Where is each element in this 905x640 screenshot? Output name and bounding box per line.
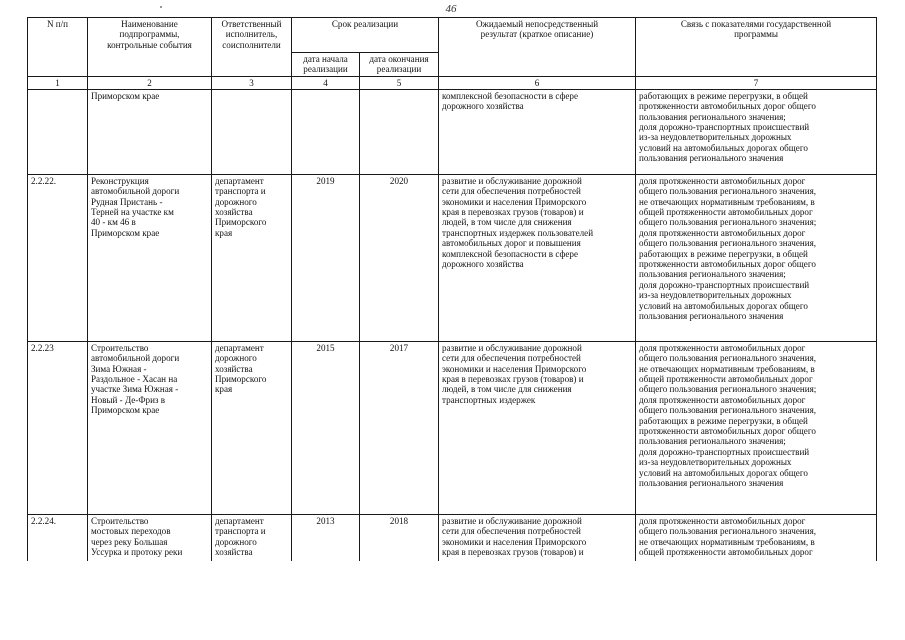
column-number: 4 [292, 76, 360, 89]
row-number: 2.2.23 [28, 341, 88, 514]
end-year [360, 89, 439, 174]
expected-result: развитие и обслуживание дорожной сети для обеспечения потребностей экономики и населения Приморского края в перевозках грузов (товаров) и [439, 514, 636, 561]
column-number-row [28, 76, 877, 89]
header-executor: Ответственный исполнитель, соисполнители [212, 18, 292, 77]
program-indicators: доля протяженности автомобильных дорог общего пользования регионального значения, не отвечающих нормативным требованиям, в общей протяженности автомобильных дорог общего пользования регионального значения; доля протяженности автомобильных дорог общего пользования регионального значения, работающих в режиме перегрузки, в общей протяженности автомобильных дорог общего пользования регионального значения; доля дорожно-транспортных происшествий из-за неудовлетворительных дорожных условий на автомобильных дорогах общего пользования регионального значения [636, 341, 877, 514]
column-number: 1 [28, 76, 88, 89]
program-indicators: доля протяженности автомобильных дорог общего пользования регионального значения, не отвечающих нормативным требованиям, в общей протяженности автомобильных дорог [636, 514, 877, 561]
table-body [28, 89, 877, 561]
program-indicators: доля протяженности автомобильных дорог общего пользования регионального значения, не отвечающих нормативным требованиям, в общей протяженности автомобильных дорог общего пользования регионального значения; доля протяженности автомобильных дорог общего пользования регионального значения, работающих в режиме перегрузки, в общей протяженности автомобильных дорог общего пользования регионального значения; доля дорожно-транспортных происшествий из-за неудовлетворительных дорожных условий на автомобильных дорогах общего пользования регионального значения [636, 174, 877, 341]
header-num: N п/п [28, 18, 88, 77]
start-year: 2019 [292, 174, 360, 341]
header-period: Срок реализации [292, 18, 439, 53]
row-number: 2.2.22. [28, 174, 88, 341]
column-number: 3 [212, 76, 292, 89]
header-link: Связь с показателями государственной программы [636, 18, 877, 77]
end-year: 2018 [360, 514, 439, 561]
column-number: 2 [88, 76, 212, 89]
row-number: 2.2.24. [28, 514, 88, 561]
start-year: 2013 [292, 514, 360, 561]
event-name: Приморском крае [88, 89, 212, 174]
executor: департамент дорожного хозяйства Приморского края [212, 341, 292, 514]
executor: департамент транспорта и дорожного хозяйства [212, 514, 292, 561]
header-name: Наименование подпрограммы, контрольные события [88, 18, 212, 77]
column-number: 6 [439, 76, 636, 89]
end-year: 2017 [360, 341, 439, 514]
header-end: дата окончания реализации [360, 53, 439, 77]
start-year [292, 89, 360, 174]
table-header [28, 18, 877, 90]
start-year: 2015 [292, 341, 360, 514]
event-name: Реконструкция автомобильной дороги Рудная Пристань - Терней на участке км 40 - км 46 в Приморском крае [88, 174, 212, 341]
page-number: 46 [445, 3, 457, 15]
program-indicators: работающих в режиме перегрузки, в общей протяженности автомобильных дорог общего пользования регионального значения; доля дорожно-транспортных происшествий из-за неудовлетворительных дорожных условий на автомобильных дорогах общего пользования регионального значения [636, 89, 877, 174]
executor [212, 89, 292, 174]
header-start: дата начала реализации [292, 53, 360, 77]
event-name: Строительство автомобильной дороги Зима Южная - Раздольное - Хасан на участке Зима Южная - Новый - Де-Фриз в Приморском крае [88, 341, 212, 514]
table-row [28, 174, 877, 341]
expected-result: комплексной безопасности в сфере дорожного хозяйства [439, 89, 636, 174]
end-year: 2020 [360, 174, 439, 341]
executor: департамент транспорта и дорожного хозяйства Приморского края [212, 174, 292, 341]
table-row [28, 341, 877, 514]
table-row [28, 89, 877, 174]
column-number: 5 [360, 76, 439, 89]
expected-result: развитие и обслуживание дорожной сети для обеспечения потребностей экономики и населения Приморского края в перевозках грузов (товаров) и людей, в том числе для снижения транспортных издержек пользователей автомобильных дорог и повышения комплексной безопасности в сфере дорожного хозяйства [439, 174, 636, 341]
row-number [28, 89, 88, 174]
expected-result: развитие и обслуживание дорожной сети для обеспечения потребностей экономики и населения Приморского края в перевозках грузов (товаров) и людей, в том числе для снижения транспортных издержек [439, 341, 636, 514]
header-result: Ожидаемый непосредственный результат (краткое описание) [439, 18, 636, 77]
program-table [27, 17, 877, 561]
column-number: 7 [636, 76, 877, 89]
event-name: Строительство мостовых переходов через реку Большая Уссурка и протоку реки [88, 514, 212, 561]
table-row [28, 514, 877, 561]
scan-artifact [160, 6, 162, 8]
